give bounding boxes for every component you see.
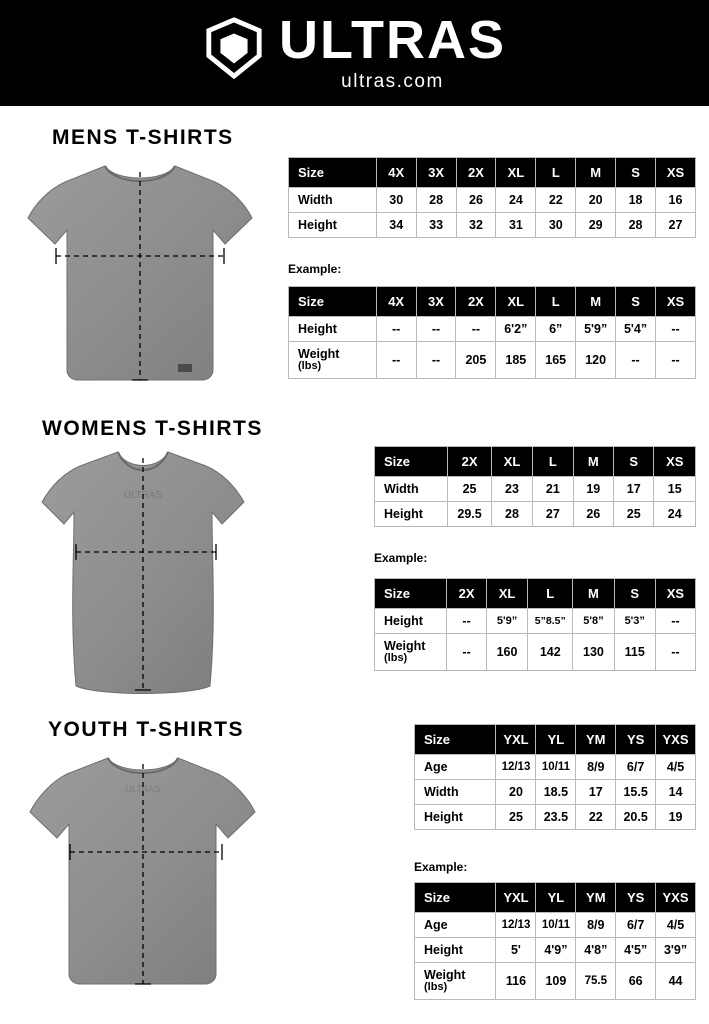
cell: 109	[536, 963, 576, 1000]
cell: --	[456, 317, 496, 342]
col-yxl: YXL	[496, 883, 536, 913]
cell: 142	[528, 634, 573, 671]
cell: --	[656, 342, 696, 379]
cell: 19	[573, 477, 613, 502]
cell: 116	[496, 963, 536, 1000]
row-label-width: Width	[289, 188, 377, 213]
table-row	[289, 342, 696, 379]
cell: 22	[536, 188, 576, 213]
row-label-weight	[289, 342, 377, 379]
cell: 16	[656, 188, 696, 213]
col-2x: 2X	[447, 579, 487, 609]
col-xl: XL	[496, 158, 536, 188]
womens-tshirt-illustration	[18, 440, 268, 710]
cell: --	[447, 609, 487, 634]
col-size: Size	[289, 158, 377, 188]
cell: --	[616, 342, 656, 379]
cell: 5'9”	[576, 317, 616, 342]
row-label-width: Width	[375, 477, 448, 502]
cell: --	[655, 634, 695, 671]
col-2x: 2X	[456, 158, 496, 188]
row-label-weight-text: Weight	[424, 968, 466, 982]
youth-size-table	[414, 724, 696, 830]
row-label-age: Age	[415, 913, 496, 938]
cell: 30	[536, 213, 576, 238]
cell: 12/13	[496, 913, 536, 938]
cell: --	[416, 317, 456, 342]
col-l: L	[528, 579, 573, 609]
brand-name: ULTRAS	[279, 10, 506, 70]
cell: 4/5	[656, 913, 696, 938]
cell: --	[376, 317, 416, 342]
table-row	[415, 963, 696, 1000]
table-header-row	[415, 883, 696, 913]
cell: 66	[616, 963, 656, 1000]
brand-lockup	[203, 10, 506, 93]
row-label-age: Age	[415, 755, 496, 780]
cell: 8/9	[576, 913, 616, 938]
womens-example-table	[374, 578, 696, 671]
cell: 6”	[536, 317, 576, 342]
table-row	[375, 609, 696, 634]
col-l: L	[533, 447, 573, 477]
section-title-youth: YOUTH T-SHIRTS	[48, 718, 245, 741]
table-row	[375, 477, 696, 502]
cell: 20	[576, 188, 616, 213]
cell: 28	[616, 213, 656, 238]
mens-size-table	[288, 157, 696, 238]
cell: --	[416, 342, 456, 379]
col-size: Size	[289, 287, 377, 317]
cell: 15.5	[616, 780, 656, 805]
col-s: S	[614, 447, 654, 477]
cell: 34	[376, 213, 416, 238]
svg-text:ULTRAS: ULTRAS	[125, 784, 161, 794]
row-label-weight-text: Weight	[298, 347, 340, 361]
row-label-height: Height	[415, 805, 496, 830]
womens-example-label: Example:	[374, 551, 428, 565]
cell: 4'8”	[576, 938, 616, 963]
table-header-row	[289, 287, 696, 317]
cell: 120	[576, 342, 616, 379]
cell: 31	[496, 213, 536, 238]
cell: 28	[491, 502, 532, 527]
col-4x: 4X	[376, 287, 416, 317]
cell: 14	[656, 780, 696, 805]
col-ys: YS	[616, 725, 656, 755]
row-label-width: Width	[415, 780, 496, 805]
col-l: L	[536, 287, 576, 317]
col-s: S	[614, 579, 655, 609]
col-xs: XS	[656, 287, 696, 317]
col-3x: 3X	[416, 287, 456, 317]
cell: 160	[486, 634, 527, 671]
col-yl: YL	[536, 725, 576, 755]
row-label-height: Height	[415, 938, 496, 963]
cell: 19	[656, 805, 696, 830]
cell: 22	[576, 805, 616, 830]
table-row	[415, 755, 696, 780]
cell: 115	[614, 634, 655, 671]
cell: 4'5”	[616, 938, 656, 963]
cell: 75.5	[576, 963, 616, 1000]
cell: 23.5	[536, 805, 576, 830]
cell: 44	[656, 963, 696, 1000]
cell: 26	[456, 188, 496, 213]
cell: 8/9	[576, 755, 616, 780]
col-xs: XS	[655, 579, 695, 609]
cell: 17	[614, 477, 654, 502]
cell: 18	[616, 188, 656, 213]
table-header-row	[415, 725, 696, 755]
col-xs: XS	[656, 158, 696, 188]
cell: 130	[573, 634, 614, 671]
cell: 5'9”	[486, 609, 527, 634]
cell: --	[376, 342, 416, 379]
col-yxl: YXL	[496, 725, 536, 755]
cell: 185	[496, 342, 536, 379]
mens-tshirt-illustration	[10, 152, 270, 392]
cell: 10/11	[536, 755, 576, 780]
cell: 6'2”	[496, 317, 536, 342]
col-xl: XL	[486, 579, 527, 609]
cell: 205	[456, 342, 496, 379]
section-title-womens: WOMENS T-SHIRTS	[42, 417, 263, 440]
row-label-weight-unit: (lbs)	[298, 360, 322, 372]
cell: 24	[496, 188, 536, 213]
col-l: L	[536, 158, 576, 188]
cell: 3'9”	[656, 938, 696, 963]
cell: 33	[416, 213, 456, 238]
cell: 18.5	[536, 780, 576, 805]
col-m: M	[573, 447, 613, 477]
mens-example-table	[288, 286, 696, 379]
table-row	[415, 780, 696, 805]
table-header-row	[375, 447, 696, 477]
table-row	[375, 502, 696, 527]
ultras-shield-logo-icon	[203, 17, 265, 79]
col-size: Size	[415, 725, 496, 755]
row-label-weight	[415, 963, 496, 1000]
cell: 26	[573, 502, 613, 527]
col-3x: 3X	[416, 158, 456, 188]
col-size: Size	[375, 447, 448, 477]
cell: 32	[456, 213, 496, 238]
col-2x: 2X	[456, 287, 496, 317]
table-row	[289, 188, 696, 213]
cell: --	[447, 634, 487, 671]
col-size: Size	[375, 579, 447, 609]
table-row	[415, 913, 696, 938]
row-label-weight-text: Weight	[384, 639, 426, 653]
youth-tshirt-illustration	[10, 744, 275, 1009]
row-label-height: Height	[375, 502, 448, 527]
table-row	[375, 634, 696, 671]
col-m: M	[576, 287, 616, 317]
cell: 4/5	[656, 755, 696, 780]
cell: 15	[654, 477, 696, 502]
cell: --	[655, 609, 695, 634]
col-yl: YL	[536, 883, 576, 913]
row-label-height: Height	[375, 609, 447, 634]
cell: 21	[533, 477, 573, 502]
cell: 17	[576, 780, 616, 805]
col-ys: YS	[616, 883, 656, 913]
col-size: Size	[415, 883, 496, 913]
table-header-row	[289, 158, 696, 188]
svg-text:ULTRAS: ULTRAS	[123, 490, 163, 501]
womens-size-table	[374, 446, 696, 527]
row-label-weight-unit: (lbs)	[384, 652, 408, 664]
table-row	[415, 938, 696, 963]
cell: 27	[533, 502, 573, 527]
cell: 12/13	[496, 755, 536, 780]
col-s: S	[616, 158, 656, 188]
col-xl: XL	[491, 447, 532, 477]
row-label-weight	[375, 634, 447, 671]
table-row	[289, 317, 696, 342]
col-ym: YM	[576, 883, 616, 913]
col-ym: YM	[576, 725, 616, 755]
cell: 5'8”	[573, 609, 614, 634]
cell: 5”8.5”	[528, 609, 573, 634]
cell: 23	[491, 477, 532, 502]
cell: 4'9”	[536, 938, 576, 963]
brand-url: ultras.com	[341, 71, 444, 92]
cell: 5'	[496, 938, 536, 963]
cell: --	[656, 317, 696, 342]
col-4x: 4X	[376, 158, 416, 188]
col-2x: 2X	[448, 447, 492, 477]
section-title-mens: MENS T-SHIRTS	[52, 126, 234, 149]
mens-example-label: Example:	[288, 262, 342, 276]
table-row	[289, 213, 696, 238]
cell: 20.5	[616, 805, 656, 830]
cell: 24	[654, 502, 696, 527]
cell: 30	[376, 188, 416, 213]
cell: 6/7	[616, 913, 656, 938]
cell: 6/7	[616, 755, 656, 780]
cell: 25	[496, 805, 536, 830]
page-header	[0, 0, 709, 106]
table-row	[415, 805, 696, 830]
row-label-height: Height	[289, 317, 377, 342]
col-xs: XS	[654, 447, 696, 477]
cell: 27	[656, 213, 696, 238]
col-xl: XL	[496, 287, 536, 317]
cell: 5'4”	[616, 317, 656, 342]
table-header-row	[375, 579, 696, 609]
cell: 5'3”	[614, 609, 655, 634]
col-s: S	[616, 287, 656, 317]
youth-example-label: Example:	[414, 860, 468, 874]
col-m: M	[576, 158, 616, 188]
youth-example-table	[414, 882, 696, 1000]
col-yxs: YXS	[656, 725, 696, 755]
cell: 29	[576, 213, 616, 238]
cell: 25	[614, 502, 654, 527]
cell: 20	[496, 780, 536, 805]
col-m: M	[573, 579, 614, 609]
row-label-weight-unit: (lbs)	[424, 981, 448, 993]
cell: 10/11	[536, 913, 576, 938]
cell: 28	[416, 188, 456, 213]
cell: 29.5	[448, 502, 492, 527]
cell: 165	[536, 342, 576, 379]
col-yxs: YXS	[656, 883, 696, 913]
row-label-height: Height	[289, 213, 377, 238]
cell: 25	[448, 477, 492, 502]
